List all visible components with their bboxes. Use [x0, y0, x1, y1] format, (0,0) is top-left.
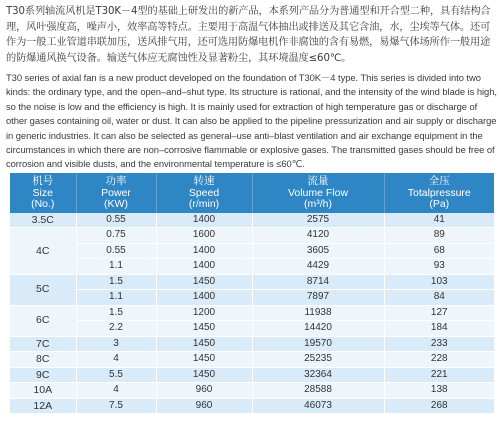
volume-flow-cell: 7897	[252, 290, 384, 306]
table-row	[10, 321, 494, 337]
table-row	[10, 274, 494, 290]
total-pressure-cell: 233	[384, 336, 494, 352]
table-row	[10, 336, 494, 352]
power-cell: 1.1	[76, 290, 156, 306]
table-row	[10, 228, 494, 244]
speed-cell: 1400	[156, 290, 252, 306]
column-header-power-en1: Power	[101, 186, 131, 199]
speed-cell: 1200	[156, 305, 252, 321]
size-cell: 9C	[10, 367, 76, 383]
power-cell: 4	[76, 352, 156, 368]
total-pressure-cell: 84	[384, 290, 494, 306]
volume-flow-cell: 4429	[252, 259, 384, 275]
speed-cell: 1450	[156, 336, 252, 352]
column-header-volume-flow-en1: Volume Flow	[287, 186, 349, 199]
volume-flow-cell: 46073	[252, 398, 384, 414]
total-pressure-cell: 41	[384, 213, 494, 228]
table-row	[10, 352, 494, 368]
volume-flow-cell: 14420	[252, 321, 384, 337]
power-cell: 0.55	[76, 243, 156, 259]
power-cell: 1.5	[76, 305, 156, 321]
column-header-power	[76, 173, 156, 213]
table-header-row	[10, 173, 494, 213]
column-header-total-pressure-cn: 全压	[428, 175, 450, 187]
fan-spec-table	[10, 173, 494, 414]
column-header-size	[10, 173, 76, 213]
power-cell: 1.5	[76, 274, 156, 290]
chinese-description: T30系列轴流风机是T30K－4型的基础上研发出的新产品，本系列产品分为普通型和开合型二种，具有结构合理，风叶强度高，噪声小，效率高等特点。主要用于高温气体抽出或排送及其它含油，水，尘埃等气体。还可作为一般工业管道串联加压，送风排气用，还可选用防爆电机作非腐蚀的含有易燃，易爆气体场所作一般用途的防爆通风换气设备。输送气体应无腐蚀性及显著粉尘，其环境温度≤60℃。	[6, 6, 491, 64]
table-row	[10, 367, 494, 383]
power-cell: 0.75	[76, 228, 156, 244]
power-cell: 0.55	[76, 213, 156, 228]
column-header-size-en1: Size	[32, 186, 53, 199]
volume-flow-cell: 25235	[252, 352, 384, 368]
size-cell: 4C	[10, 228, 76, 275]
volume-flow-cell: 32364	[252, 367, 384, 383]
power-cell: 2.2	[76, 321, 156, 337]
table-row	[10, 290, 494, 306]
volume-flow-cell: 28588	[252, 383, 384, 399]
speed-cell: 1450	[156, 321, 252, 337]
size-cell: 5C	[10, 274, 76, 305]
total-pressure-cell: 221	[384, 367, 494, 383]
column-header-speed	[156, 173, 252, 213]
power-cell: 3	[76, 336, 156, 352]
speed-cell: 1450	[156, 367, 252, 383]
speed-cell: 1450	[156, 352, 252, 368]
size-cell: 8C	[10, 352, 76, 368]
column-header-speed-en1: Speed	[188, 186, 220, 199]
total-pressure-cell: 93	[384, 259, 494, 275]
volume-flow-cell: 2575	[252, 213, 384, 228]
english-description: T30 series of axial fan is a new product developed on the foundation of T30K－4 type. This series is divided into two kinds: the ordinary type, and the open–and–shut type. Its structure is rational, and the intensity of the wind blade is high, so the noise is low and the efficiency is high. It is mainly used for extraction of high temperature gas or discharge of other gases containing oil, water or dust. It can also be applied to the pipeline pressurization and air supply or discharge in generic industries. It can also be selected as general–use anti–blast ventilation and air exchange equipment in the circumstances in which there are non–corrosive flammable or explosive gases. The transmitted gases should be free of corrosion and visible dusts, and the environmental temperature is ≤60℃.	[6, 72, 497, 170]
column-header-total-pressure	[384, 173, 494, 213]
size-cell: 10A	[10, 383, 76, 399]
table-row	[10, 243, 494, 259]
column-header-volume-flow-en2: (m³/h)	[304, 198, 332, 210]
total-pressure-cell: 138	[384, 383, 494, 399]
speed-cell: 960	[156, 398, 252, 414]
total-pressure-cell: 89	[384, 228, 494, 244]
size-cell: 6C	[10, 305, 76, 336]
speed-cell: 1400	[156, 213, 252, 228]
size-cell: 3.5C	[10, 213, 76, 228]
table-row	[10, 398, 494, 414]
size-cell: 7C	[10, 336, 76, 352]
column-header-volume-flow-cn: 流量	[307, 175, 329, 187]
speed-cell: 960	[156, 383, 252, 399]
total-pressure-cell: 103	[384, 274, 494, 290]
total-pressure-cell: 228	[384, 352, 494, 368]
power-cell: 5.5	[76, 367, 156, 383]
volume-flow-cell: 11938	[252, 305, 384, 321]
column-header-size-en2: (No.)	[31, 198, 55, 210]
total-pressure-cell: 268	[384, 398, 494, 414]
column-header-total-pressure-en2: (Pa)	[429, 198, 450, 210]
table-body	[10, 213, 494, 414]
column-header-volume-flow	[252, 173, 384, 213]
speed-cell: 1400	[156, 259, 252, 275]
speed-cell: 1400	[156, 243, 252, 259]
total-pressure-cell: 68	[384, 243, 494, 259]
table-row	[10, 383, 494, 399]
column-header-speed-en2: (r/min)	[188, 198, 220, 210]
column-header-speed-cn: 转速	[193, 175, 215, 187]
volume-flow-cell: 19570	[252, 336, 384, 352]
speed-cell: 1600	[156, 228, 252, 244]
speed-cell: 1450	[156, 274, 252, 290]
table-row	[10, 259, 494, 275]
table-row	[10, 213, 494, 228]
power-cell: 4	[76, 383, 156, 399]
total-pressure-cell: 127	[384, 305, 494, 321]
size-cell: 12A	[10, 398, 76, 414]
power-cell: 7.5	[76, 398, 156, 414]
power-cell: 1.1	[76, 259, 156, 275]
table-row	[10, 305, 494, 321]
volume-flow-cell: 8714	[252, 274, 384, 290]
column-header-power-en2: (KW)	[104, 198, 128, 210]
total-pressure-cell: 184	[384, 321, 494, 337]
column-header-power-cn: 功率	[105, 175, 127, 187]
column-header-total-pressure-en1: Totalpressure	[407, 186, 471, 199]
volume-flow-cell: 3605	[252, 243, 384, 259]
column-header-size-cn: 机号	[32, 175, 54, 187]
volume-flow-cell: 4120	[252, 228, 384, 244]
